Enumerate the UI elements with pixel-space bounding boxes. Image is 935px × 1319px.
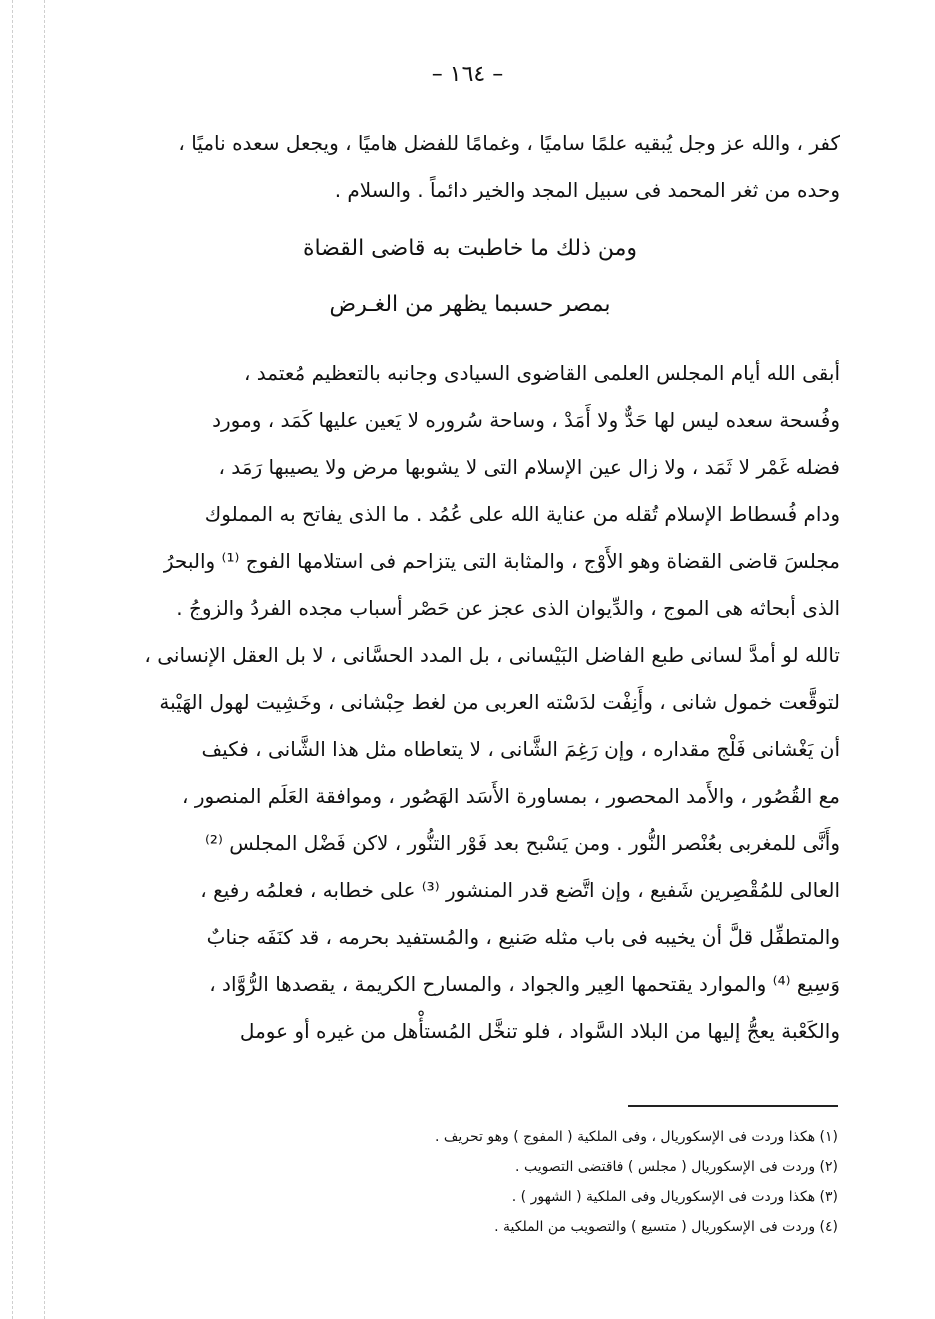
text-line: تالله لو أمدَّ لسانى طبع الفاضل البَيْسانى ، بل المدد الحسَّانى ، لا بل العقل الإنسانى ، [144,643,840,667]
text-line: الذى أبحاثه هى الموج ، والدِّيوان الذى عجز عن حَصْر أسباب مجده الفردُ والزوجُ . [176,596,840,620]
intro-paragraph [100,120,840,214]
text-line: لتوقَّعت خمول شانى ، وأَنِفْت لدَسْته العربى من لغط حِبْشانى ، وخَشِيت لهول الهَيْبة [159,690,840,714]
text-line: كفر ، والله عز وجل يُبقيه علمًا ساميًا ، وغمامًا للفضل هاميًا ، ويجعل سعده ناميًا ، [178,131,840,155]
section-subtitle: بمصر حسبما يظهر من الغـرض [329,292,611,317]
footnote: (٣) هكذا وردت فى الإسكوريال وفى الملكية ( الشهور ) . [511,1189,838,1205]
footnote-separator [628,1105,838,1107]
text-line: والكَعْبة يعجُّ إليها من البلاد السَّواد ، فلو تنخَّل المُستأْهل من غيره أو عومل [239,1019,840,1043]
text-line: وحده من ثغر المحمد فى سبيل المجد والخير دائماً . والسلام . [334,178,840,202]
text-line: فضله غَمْر لا ثَمَد ، ولا زال عين الإسلام التى لا يشوبها مرض ولا يصيبها رَمَد ، [218,455,840,479]
footnote: (٤) وردت فى الإسكوريال ( متسيع ) والتصويب من الملكية . [494,1219,838,1235]
text-line: ودام فُسطاط الإسلام تُقله من عناية الله على عُمُد . ما الذى يفاتح به المملوك [204,502,840,526]
footnotes [240,1122,838,1242]
text-line: العالى للمُقْصِرين شَفيع ، وإن اتَّضع قدر المنشور ⁽³⁾ على خطابه ، فعلمُه رفيع ، [200,878,840,902]
footnote: (١) هكذا وردت فى الإسكوريال ، وفى الملكية ( المفوج ) وهو تحريف . [434,1129,838,1145]
text-line: وفُسحة سعده ليس لها حَدٌّ ولا أَمَدْ ، وساحة سُروره لا يَعين عليها كَمَد ، ومورد [212,408,840,432]
text-line: أبقى الله أيام المجلس العلمى القاضوى السيادى وجانبه بالتعظيم مُعتمد ، [243,361,840,385]
text-line: وَسِيع ⁽⁴⁾ والموارد يقتحمها العِير والجواد ، والمسارح الكريمة ، يقصدها الرُّوَّاد ، [209,972,840,996]
page-number: – ١٦٤ – [431,62,504,87]
section-title: ومن ذلك ما خاطبت به قاضى القضاة [302,236,638,261]
scan-edge-inner [44,0,45,1319]
text-line: أن يَغْشانى فَلْج مقداره ، وإن رَغِمَ الشَّانى ، لا يتعاطاه مثل هذا الشَّانى ، فكيف [201,737,840,761]
scan-edge-left [12,0,13,1319]
main-paragraph [100,350,840,1055]
text-line: مع القُصُور ، والأَمد المحصور ، بمساورة الأَسَد الهَصُور ، وموافقة العَلَم المنصور ، [182,784,840,808]
text-line: مجلسَ قاضى القضاة وهو الأَوْج ، والمثابة التى يتزاحم فى استلامها الفوج ⁽¹⁾ والبحرُ [163,549,840,573]
text-line: والمتطفِّل قلَّ أن يخيبه فى باب مثله صَنيع ، والمُستفيد بحرمه ، قد كنَفَه جنابٌ [206,925,840,949]
footnote: (٢) وردت فى الإسكوريال ( مجلس ) فاقتضى التصويب . [515,1159,838,1175]
text-line: وأَنَّى للمغربى بعُنْصر النُّور . ومن يَسْبح بعد فَوْر التنُّور ، لاكن فَضْل المجلس ⁽²⁾ [204,831,840,855]
